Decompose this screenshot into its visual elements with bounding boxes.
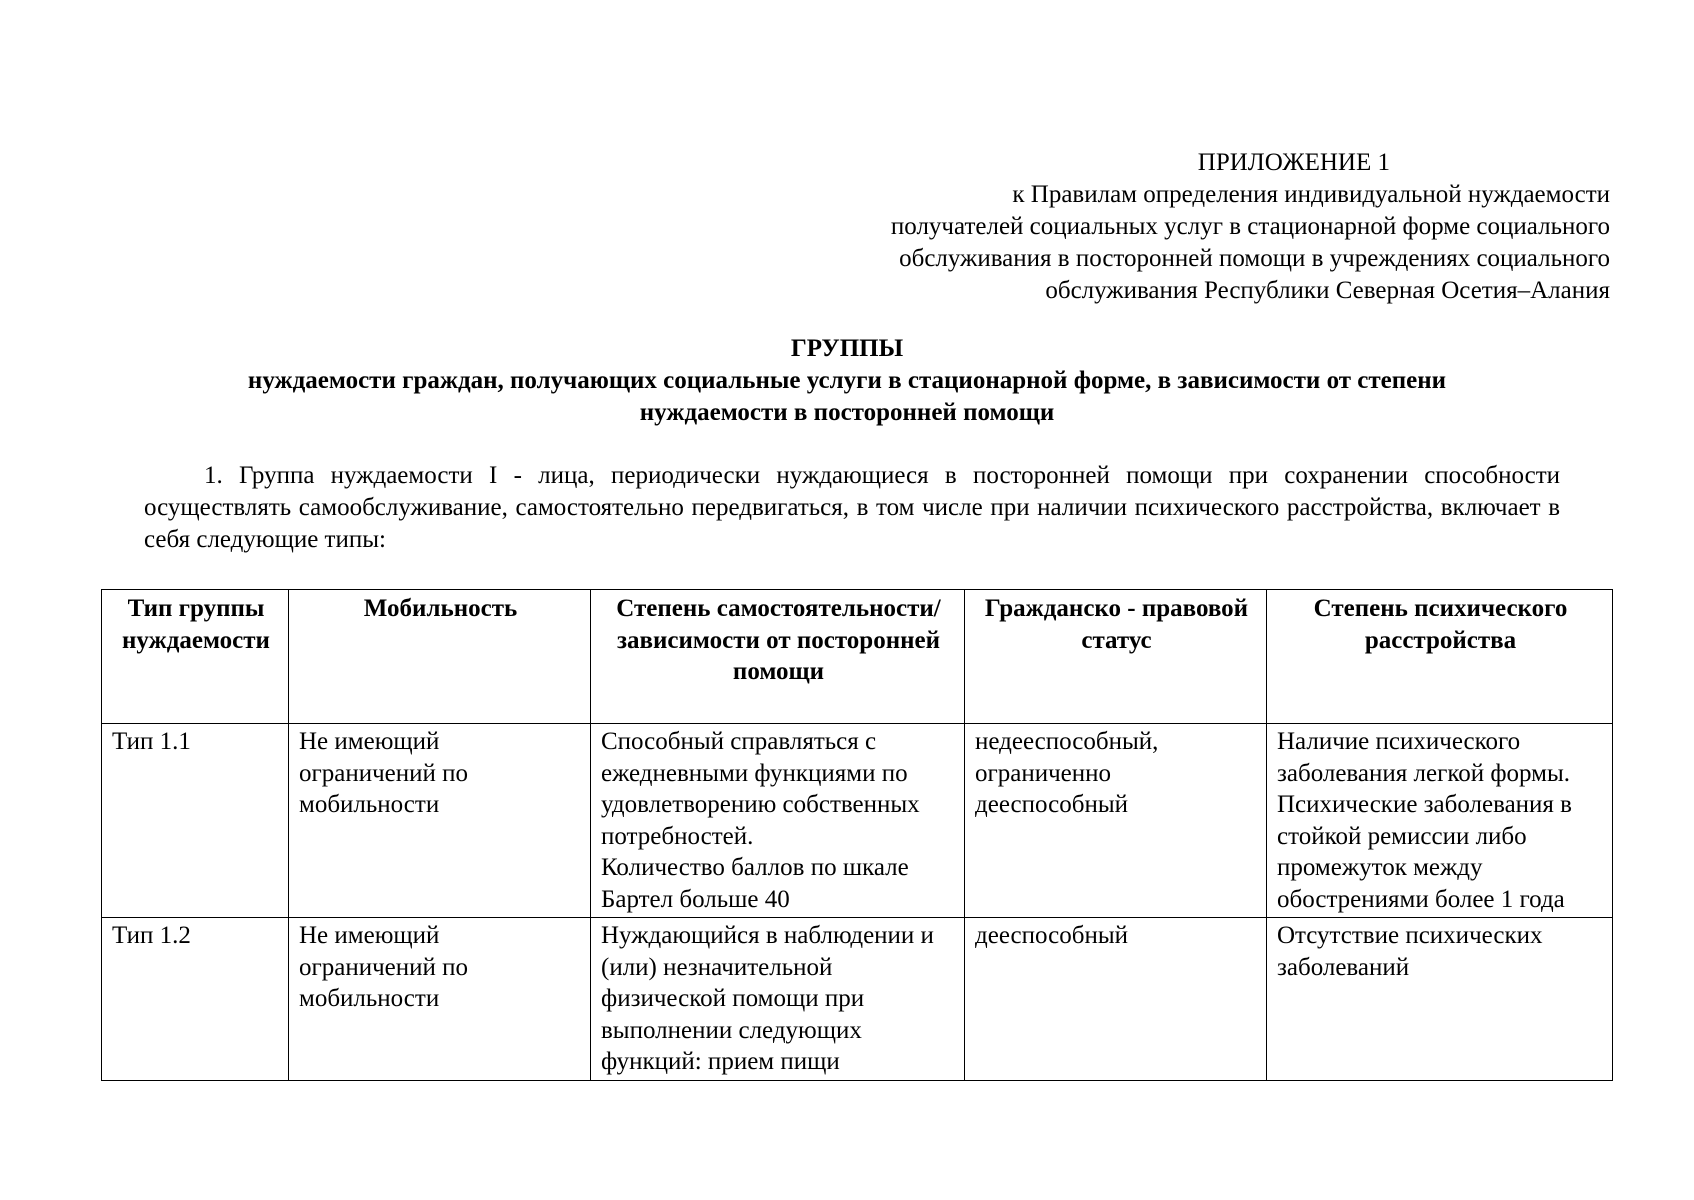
heading-subtitle-line2: нуждаемости в посторонней помощи — [639, 399, 1055, 426]
cell-mental: Наличие психического заболевания легкой формы. Психические заболевания в стойкой ремиссии либо промежуток между обострениями более 1 года — [1267, 724, 1613, 918]
annex-title: ПРИЛОЖЕНИЕ 1 — [1197, 149, 1390, 176]
annex-line: получателей социальных услуг в стационарной форме социального — [890, 213, 1610, 240]
header-independence: Степень самостоятельности/ зависимости от посторонней помощи — [591, 590, 965, 724]
table-row — [102, 724, 1613, 918]
document-heading — [140, 333, 1554, 429]
cell-mobility: Не имеющий ограничений по мобильности — [289, 918, 591, 1081]
cell-mobility: Не имеющий ограничений по мобильности — [289, 724, 591, 918]
header-legal-status: Гражданско - правовой статус — [965, 590, 1267, 724]
header-mental: Степень психического расстройства — [1267, 590, 1613, 724]
paragraph-text: Группа нуждаемости I - лица, периодически нуждающиеся в посторонней помощи при сохранении способности осуществлять самообслуживание, самостоятельно передвигаться, в том числе при наличии психического расстройства, включает в себя следующие типы: — [144, 462, 1561, 553]
annex-line: обслуживания Республики Северная Осетия–Алания — [1045, 277, 1610, 304]
heading-subtitle-line1: нуждаемости граждан, получающих социальные услуги в стационарной форме, в зависимости от степени — [247, 367, 1447, 394]
table-header-row — [102, 590, 1613, 724]
annex-header — [700, 147, 1610, 307]
heading-title: ГРУППЫ — [790, 335, 904, 362]
needs-groups-table — [101, 589, 1613, 1081]
cell-type: Тип 1.2 — [102, 918, 289, 1081]
table-row — [102, 918, 1613, 1081]
cell-mental: Отсутствие психических заболеваний — [1267, 918, 1613, 1081]
header-mobility: Мобильность — [289, 590, 591, 724]
intro-paragraph — [144, 460, 1560, 556]
header-type: Тип группы нуждаемости — [102, 590, 289, 724]
cell-type: Тип 1.1 — [102, 724, 289, 918]
annex-line: обслуживания в посторонней помощи в учреждениях социального — [899, 245, 1610, 272]
paragraph-number: 1. — [204, 462, 223, 489]
cell-independence: Нуждающийся в наблюдении и (или) незначительной физической помощи при выполнении следующих функций: прием пищи — [591, 918, 965, 1081]
cell-legal-status: недееспособный, ограниченно дееспособный — [965, 724, 1267, 918]
annex-line: к Правилам определения индивидуальной нуждаемости — [1012, 181, 1610, 208]
cell-independence: Способный справляться с ежедневными функциями по удовлетворению собственных потребностей. Количество баллов по шкале Бартел больше 40 — [591, 724, 965, 918]
cell-legal-status: дееспособный — [965, 918, 1267, 1081]
